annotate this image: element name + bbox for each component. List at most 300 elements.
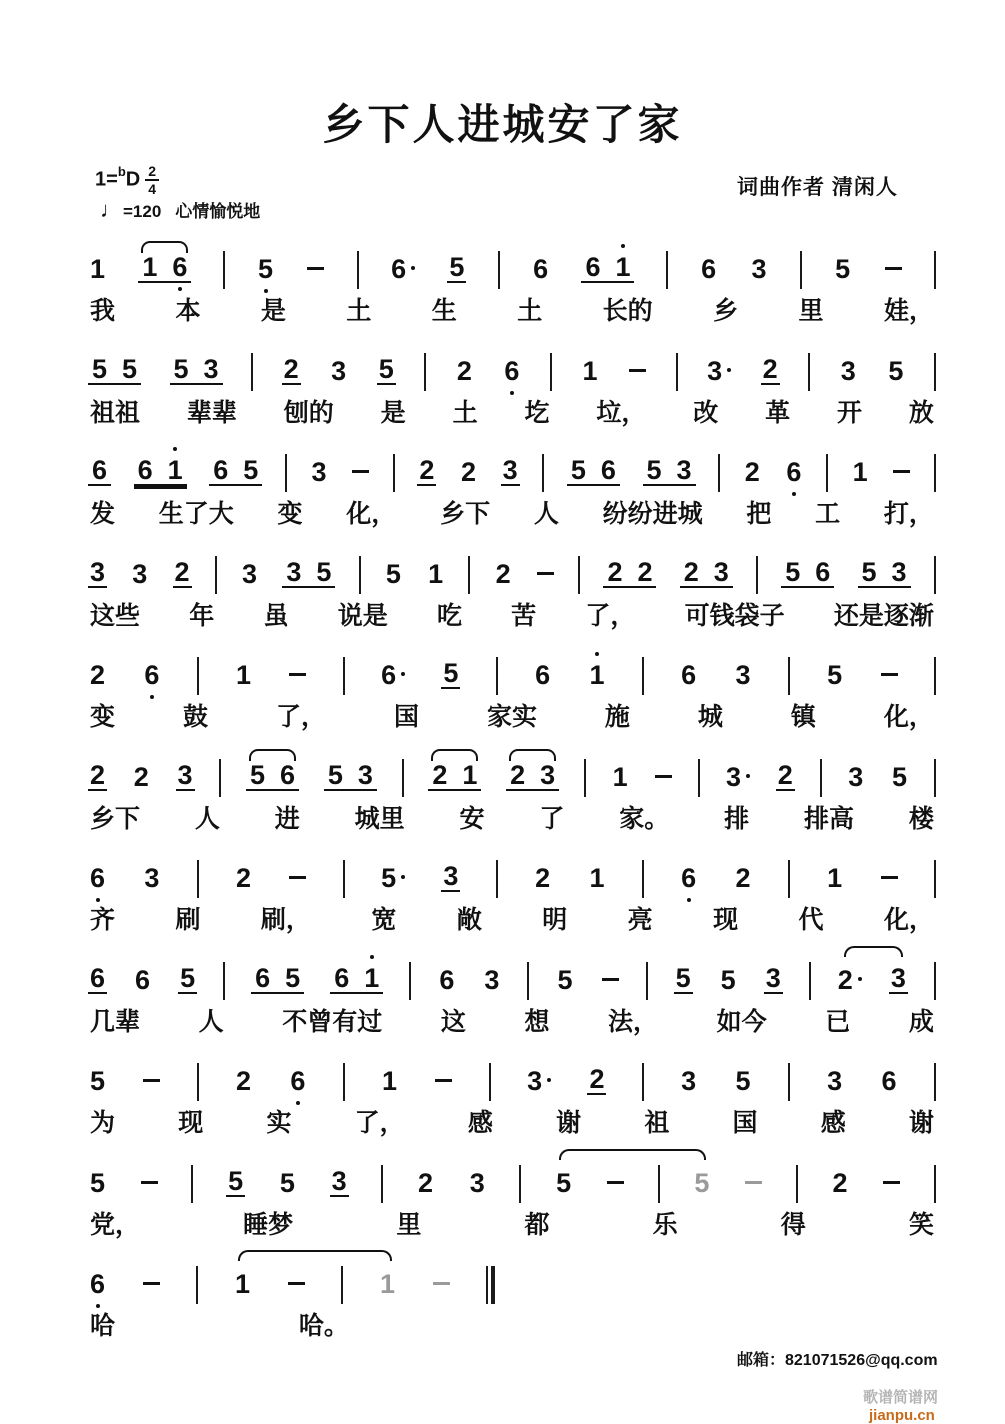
note: 2: [419, 455, 435, 485]
barline: [197, 1063, 199, 1101]
beam-group: [324, 759, 377, 791]
lyric-syllable: 得: [780, 1210, 806, 1239]
dash: [288, 865, 307, 892]
note: 6: [815, 556, 831, 587]
high-octave-dot: [621, 244, 625, 248]
note: 2: [744, 457, 760, 487]
note: 2: [535, 863, 551, 893]
lyrics-row: [88, 394, 936, 438]
dash: [884, 256, 903, 283]
high-octave-dot: [370, 955, 374, 959]
note: 2: [762, 353, 778, 384]
lyric-syllable: 乡下: [440, 500, 491, 528]
beam-group: [209, 457, 262, 486]
note: 3: [132, 558, 148, 589]
note: 2: [133, 761, 149, 792]
lyric-syllable: 了，: [275, 703, 326, 731]
note: 6: [137, 455, 153, 485]
note: 5: [89, 1066, 106, 1096]
note: 5: [180, 962, 196, 993]
site-url-link[interactable]: jianpu.cn: [869, 1407, 935, 1424]
note: 1: [613, 254, 632, 281]
lyric-syllable: 了，: [585, 601, 636, 630]
note: 3: [203, 353, 219, 384]
lyrics-row: [88, 1307, 351, 1351]
dash: [142, 1271, 161, 1298]
augmentation-dot: [858, 977, 862, 981]
lyric-syllable: 圪: [524, 398, 550, 427]
lyric-syllable: 哈: [90, 1312, 116, 1340]
music-line: [88, 234, 936, 336]
lyric-syllable: 齐: [90, 906, 116, 934]
lyric-syllable: 放: [908, 398, 934, 427]
dash-line: [289, 673, 306, 676]
augmentation-dot: [746, 774, 750, 778]
lyric-syllable: 安: [459, 804, 485, 833]
lyric-syllable: 土: [346, 297, 372, 325]
low-octave-dot: [96, 1304, 100, 1308]
note: 3: [540, 759, 556, 790]
lyric-syllable: 革: [765, 398, 791, 427]
notes-row: [88, 336, 936, 394]
dash-line: [602, 978, 619, 981]
tempo-marking: [100, 197, 260, 223]
note: 5: [380, 865, 406, 892]
lyric-syllable: 还是逐渐: [833, 601, 934, 630]
lyric-syllable: 刷，: [260, 906, 311, 934]
lyric-syllable: 化，: [883, 703, 934, 731]
note: 5: [720, 964, 736, 995]
note: 5: [228, 1165, 244, 1196]
augmentation-dot: [401, 875, 405, 879]
lyric-syllable: 施: [604, 703, 630, 731]
dash-line: [435, 1079, 452, 1082]
note: 3: [311, 457, 327, 487]
barline: [796, 1165, 798, 1203]
lyric-syllable: 已: [825, 1007, 851, 1036]
beam-group: [251, 962, 304, 994]
lyric-syllable: 是: [380, 398, 406, 427]
note: 3: [765, 962, 781, 993]
beam-group: [88, 353, 141, 385]
low-octave-dot: [150, 695, 154, 699]
lyric-syllable: 哈。: [298, 1312, 349, 1340]
tempo-value: =120: [123, 202, 162, 221]
note: 5: [316, 556, 332, 587]
note: 6: [135, 964, 151, 995]
note: 1: [236, 660, 252, 690]
low-octave-dot: [264, 289, 268, 293]
lyric-syllable: 乐: [652, 1210, 678, 1239]
lyric-syllable: 睡梦: [243, 1210, 294, 1239]
barline: [788, 657, 790, 695]
barline: [809, 962, 811, 1000]
lyric-syllable: 宽: [371, 906, 397, 934]
lyric-syllable: 生了大: [158, 500, 234, 528]
barline: [341, 1266, 343, 1304]
slur-arc: [249, 749, 296, 761]
barline: [393, 454, 395, 492]
note: 2: [460, 457, 477, 487]
note: 5: [570, 455, 586, 485]
lyric-syllable: 明: [542, 906, 568, 934]
note: 3: [725, 764, 751, 791]
lyric-syllable: 化，: [883, 906, 934, 934]
barline: [788, 1063, 790, 1101]
music-line: [88, 437, 936, 539]
note: 5: [827, 660, 843, 690]
barline: [550, 353, 552, 391]
lyric-syllable: 城: [697, 703, 723, 731]
dash: [880, 662, 899, 689]
note: 6: [390, 256, 416, 283]
beam-group: [581, 254, 634, 283]
lyric-syllable: 家实: [486, 703, 537, 731]
barline: [343, 657, 345, 695]
notes-row: [88, 234, 936, 292]
barline: [934, 353, 936, 391]
barline: [197, 860, 199, 898]
note: 2: [735, 863, 751, 893]
dash: [892, 459, 911, 486]
dash: [606, 1170, 625, 1197]
barline: [658, 1165, 660, 1203]
notes-row: [88, 539, 936, 597]
note: 3: [890, 962, 906, 993]
dash: [628, 358, 647, 385]
lyric-syllable: 变: [90, 703, 116, 731]
lyric-syllable: 想: [524, 1007, 550, 1036]
beam-group: [781, 556, 834, 588]
lyric-syllable: 人: [194, 804, 220, 833]
slur-arc: [509, 749, 556, 761]
dash: [351, 459, 370, 486]
note: 3: [706, 358, 732, 385]
barline: [642, 1063, 644, 1101]
dash: [882, 1170, 901, 1197]
lyric-syllable: 里: [798, 297, 824, 325]
barline: [343, 1063, 345, 1101]
note: 6: [288, 1068, 307, 1095]
note: 5: [888, 355, 904, 386]
time-signature: [145, 163, 159, 197]
beam-group: [138, 254, 191, 283]
note: 2: [283, 353, 299, 384]
notes-row: [88, 1046, 936, 1104]
lyric-syllable: 化，: [346, 500, 397, 528]
site-watermark: [863, 1386, 1005, 1424]
lyric-syllable: 不曾有过: [282, 1007, 383, 1036]
barline: [381, 1165, 383, 1203]
note: 2: [432, 759, 448, 790]
contact-email: 邮箱：821071526@qq.com: [737, 1352, 938, 1369]
note: 2: [589, 1064, 605, 1094]
note: 2: [683, 556, 699, 587]
barline: [788, 860, 790, 898]
barline: [934, 1063, 936, 1101]
note: 3: [443, 861, 459, 891]
barline: [934, 556, 936, 594]
dash-line: [307, 267, 324, 270]
barline: [826, 454, 828, 492]
lyric-syllable: 我: [90, 297, 116, 325]
barline: [223, 251, 225, 289]
lyric-syllable: 这: [440, 1007, 466, 1036]
barline: [489, 1063, 491, 1101]
lyrics-row: [88, 1206, 936, 1250]
beam-group: [567, 457, 620, 486]
lyric-syllable: 刷: [175, 906, 201, 934]
lyric-syllable: 城里: [354, 804, 405, 833]
lyrics-row: [88, 292, 936, 336]
note: 3: [751, 254, 767, 284]
note: 6: [600, 455, 616, 485]
augmentation-dot: [401, 672, 405, 676]
barline: [934, 1165, 936, 1203]
expression-text: 心情愉悦地: [175, 202, 261, 221]
lyric-syllable: 人: [198, 1007, 224, 1036]
note: 2: [236, 863, 252, 893]
lyric-syllable: 了，: [354, 1109, 405, 1137]
barline: [197, 657, 199, 695]
music-line: [88, 742, 936, 844]
note: 6: [213, 455, 229, 485]
lyrics-row: [88, 698, 936, 742]
note: 3: [286, 556, 302, 587]
lyric-syllable: 祖祖: [90, 398, 141, 427]
lyric-syllable: 感: [820, 1109, 846, 1137]
barline: [542, 454, 544, 492]
note: 1: [166, 457, 185, 484]
lyric-syllable: 开: [837, 398, 863, 427]
lyric-syllable: 谢: [908, 1109, 934, 1137]
dash-line: [143, 1079, 160, 1082]
note: 5: [861, 556, 877, 587]
dash: [744, 1170, 763, 1197]
note: 5: [785, 556, 801, 587]
barline: [223, 962, 225, 1000]
lyrics-row: [88, 1104, 936, 1148]
note: 1: [379, 1269, 396, 1299]
dash-line: [655, 775, 672, 778]
music-line: [88, 1046, 936, 1148]
note: 6: [88, 865, 107, 892]
lyric-syllable: 亮: [627, 906, 653, 934]
note: 5: [256, 256, 275, 283]
beam-group: [428, 759, 481, 791]
note: 6: [535, 660, 551, 690]
barline: [934, 759, 936, 797]
lyric-syllable: 垃，: [596, 398, 647, 427]
lyric-syllable: 了: [539, 804, 565, 833]
final-bar-thick: [491, 1266, 495, 1304]
site-name: 歌谱简谱网: [863, 1389, 939, 1406]
dash-line: [537, 572, 554, 575]
note: 5: [250, 759, 266, 790]
lyric-syllable: 人: [533, 500, 559, 528]
augmentation-dot: [727, 368, 731, 372]
note: 3: [331, 1165, 347, 1196]
note: 1: [589, 863, 605, 893]
lyric-syllable: 本: [175, 297, 201, 325]
beam-group: [170, 353, 223, 385]
note: 6: [784, 459, 803, 486]
lyric-syllable: 谢: [556, 1109, 582, 1137]
notes-row: [88, 1249, 495, 1307]
lyric-syllable: 镇: [790, 703, 816, 731]
lyric-syllable: 这些: [90, 601, 141, 630]
note: 3: [469, 1167, 485, 1198]
dash: [288, 662, 307, 689]
note: 3: [681, 1066, 697, 1096]
lyrics-row: [88, 901, 936, 945]
barline: [756, 556, 758, 594]
note: 5: [892, 761, 908, 792]
barline: [191, 1165, 193, 1203]
lyric-syllable: 是: [260, 297, 286, 325]
barline: [676, 353, 678, 391]
note: 2: [418, 1167, 434, 1198]
notes-row: [88, 437, 936, 495]
beam-group: [134, 457, 187, 486]
dash: [880, 865, 899, 892]
lyric-syllable: 吃: [436, 601, 462, 630]
lyric-syllable: 把: [746, 500, 772, 528]
barline: [584, 759, 586, 797]
dash: [432, 1271, 451, 1298]
lyric-syllable: 实: [266, 1109, 292, 1137]
lyric-syllable: 都: [524, 1210, 550, 1239]
lyric-syllable: 年: [189, 601, 215, 630]
note: 6: [280, 759, 296, 790]
barline: [196, 1266, 198, 1304]
low-octave-dot: [510, 391, 514, 395]
note: 6: [881, 1066, 897, 1096]
lyric-syllable: 工: [815, 500, 841, 528]
barline: [934, 454, 936, 492]
note: 2: [89, 759, 106, 790]
lyric-syllable: 改: [693, 398, 719, 427]
note: 1: [362, 965, 381, 992]
lyric-syllable: 可钱袋子: [684, 601, 785, 630]
key-letter: D: [125, 168, 141, 191]
dash: [287, 1271, 306, 1298]
note: 6: [502, 358, 521, 385]
dash: [536, 561, 555, 588]
note: 3: [331, 355, 347, 386]
lyrics-row: [88, 800, 936, 844]
note: 1: [827, 863, 843, 893]
note: 6: [170, 254, 189, 281]
note: 3: [840, 355, 856, 386]
final-bar-thin: [486, 1266, 488, 1304]
note: 5: [646, 455, 662, 485]
note: 6: [701, 254, 717, 284]
lyrics-row: [88, 495, 936, 539]
lyric-syllable: 土: [452, 398, 478, 427]
lyric-syllable: 法，: [608, 1007, 659, 1036]
note: 1: [582, 355, 598, 386]
beam-group: [603, 556, 656, 588]
note: 5: [173, 353, 189, 384]
note: 6: [255, 962, 271, 993]
note: 3: [713, 556, 729, 587]
lyric-syllable: 发: [90, 500, 116, 528]
music: [88, 234, 936, 1351]
dash-line: [629, 369, 646, 372]
note: 2: [832, 1167, 848, 1198]
high-octave-dot: [173, 447, 177, 451]
note: 3: [848, 761, 864, 792]
dash-line: [141, 1181, 158, 1184]
lyric-syllable: 家。: [619, 804, 670, 833]
note: 2: [174, 556, 190, 587]
page-title: 乡下人进城安了家: [322, 101, 683, 148]
note: 1: [89, 254, 106, 284]
barline: [698, 759, 700, 797]
lyric-syllable: 苦: [511, 601, 537, 630]
lyric-syllable: 鼓: [182, 703, 208, 731]
barline: [285, 454, 287, 492]
barline: [219, 759, 221, 797]
note: 6: [91, 455, 108, 485]
lyric-syllable: 国: [393, 703, 419, 731]
note: 5: [279, 1167, 295, 1198]
notes-row: [88, 843, 936, 901]
lyric-syllable: 现: [178, 1109, 204, 1137]
notes-row: [88, 945, 936, 1003]
dash: [140, 1170, 159, 1197]
lyric-syllable: 现: [713, 906, 739, 934]
note: 2: [89, 660, 106, 690]
barline: [578, 556, 580, 594]
music-line: [88, 1249, 936, 1351]
beam-group: [88, 457, 111, 486]
note: 3: [735, 660, 751, 690]
beam-group: [680, 556, 733, 588]
barline: [718, 454, 720, 492]
note: 5: [443, 658, 459, 688]
note: 2: [495, 558, 511, 589]
quarter-note-icon: ♩: [100, 197, 122, 222]
barline: [934, 962, 936, 1000]
note: 3: [242, 558, 258, 589]
lyric-syllable: 祖: [644, 1109, 670, 1137]
music-line: [88, 1148, 936, 1250]
dash: [434, 1068, 453, 1095]
barline: [424, 353, 426, 391]
note: 1: [587, 662, 606, 689]
lyric-syllable: 娃，: [883, 297, 934, 325]
lyric-syllable: 代: [798, 906, 824, 934]
lyric-syllable: 纷纷进城: [602, 500, 703, 528]
note: 3: [891, 556, 907, 587]
note: 5: [735, 1066, 751, 1096]
barline: [808, 353, 810, 391]
dash: [654, 764, 673, 791]
lyric-syllable: 党，: [90, 1210, 141, 1239]
slur-arc: [431, 749, 478, 761]
lyric-syllable: 土: [517, 297, 543, 325]
note: 2: [510, 759, 526, 790]
note: 2: [837, 967, 863, 994]
note: 5: [694, 1167, 710, 1198]
lyric-syllable: 里: [396, 1210, 422, 1239]
note: 5: [378, 353, 394, 384]
dash-line: [745, 1181, 762, 1184]
beam-group: [506, 759, 559, 791]
barline: [468, 556, 470, 594]
